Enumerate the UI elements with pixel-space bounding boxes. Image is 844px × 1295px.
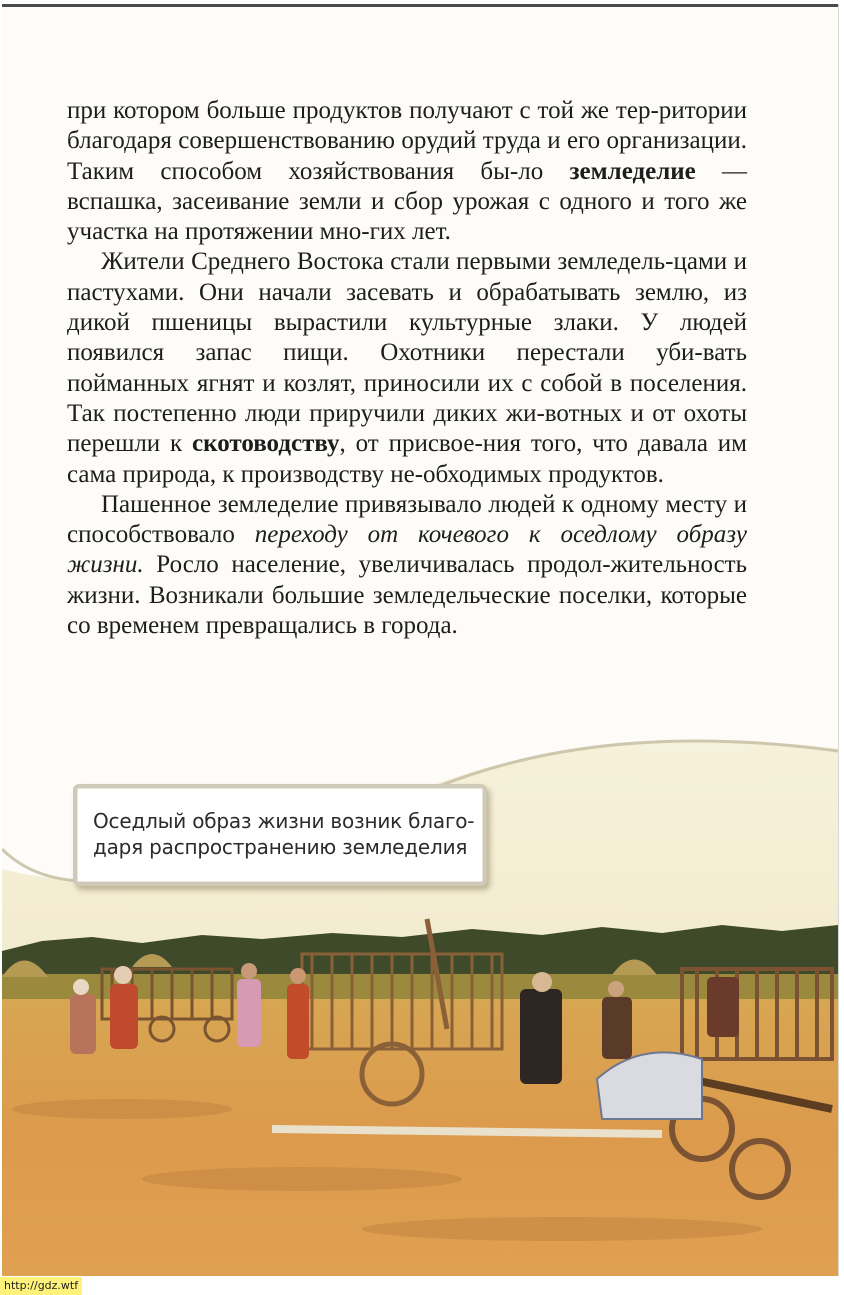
paragraph-1-text-a: при котором больше продуктов получают с той же тер-ритории благодаря совершенствованию орудий труда и его организации. Таким способом хозяйствования бы-ло: [67, 97, 747, 185]
paragraph-3-text-b: Росло население, увеличивалась продол-жительность жизни. Возникали большие земледельческие поселки, которые со временем превращались в города.: [67, 551, 747, 640]
paragraph-3-text-a: Пашенное земледелие привязывало людей к одному месту и способствовало: [67, 490, 747, 549]
paragraph-1-text-b: — вспашка, засеивание земли и сбор урожая с одного и того же участка на протяжении мно-гих лет.: [67, 157, 747, 246]
paragraph-2-text-a: Жители Среднего Востока стали первыми земледель-цами и пастухами. Они начали засевать и обрабатывать землю, из дикой пшеницы вырастили культурные злаки. У людей появился запас пищи. Охотники перестали уби-вать пойманных ягнят и козлят, приносили их с собой в поселения. Так постепенно люди приручили диких жи-вотных и от охоты перешли к: [67, 248, 747, 458]
emphasis-settled-life: переходу от кочевого к оседлому образу жизни.: [67, 521, 747, 579]
caption-text: Оседлый образ жизни возник благо-даря распространению земледелия: [93, 809, 475, 859]
paragraph-2: [67, 247, 747, 489]
main-text: [67, 96, 747, 641]
textbook-page: [2, 4, 838, 1276]
watermark-link[interactable]: http://gdz.wtf: [0, 1277, 82, 1295]
paragraph-3: [67, 490, 747, 641]
term-cattle-breeding: скотоводству: [192, 430, 340, 458]
term-agriculture: земледелие: [569, 157, 696, 185]
top-rule: [2, 4, 838, 7]
caption-box: [73, 784, 487, 886]
paragraph-2-text-b: , от присвое-ния того, что давала им сама природа, к производству не-обходимых продуктов.: [67, 430, 747, 488]
paragraph-1: [67, 96, 747, 247]
